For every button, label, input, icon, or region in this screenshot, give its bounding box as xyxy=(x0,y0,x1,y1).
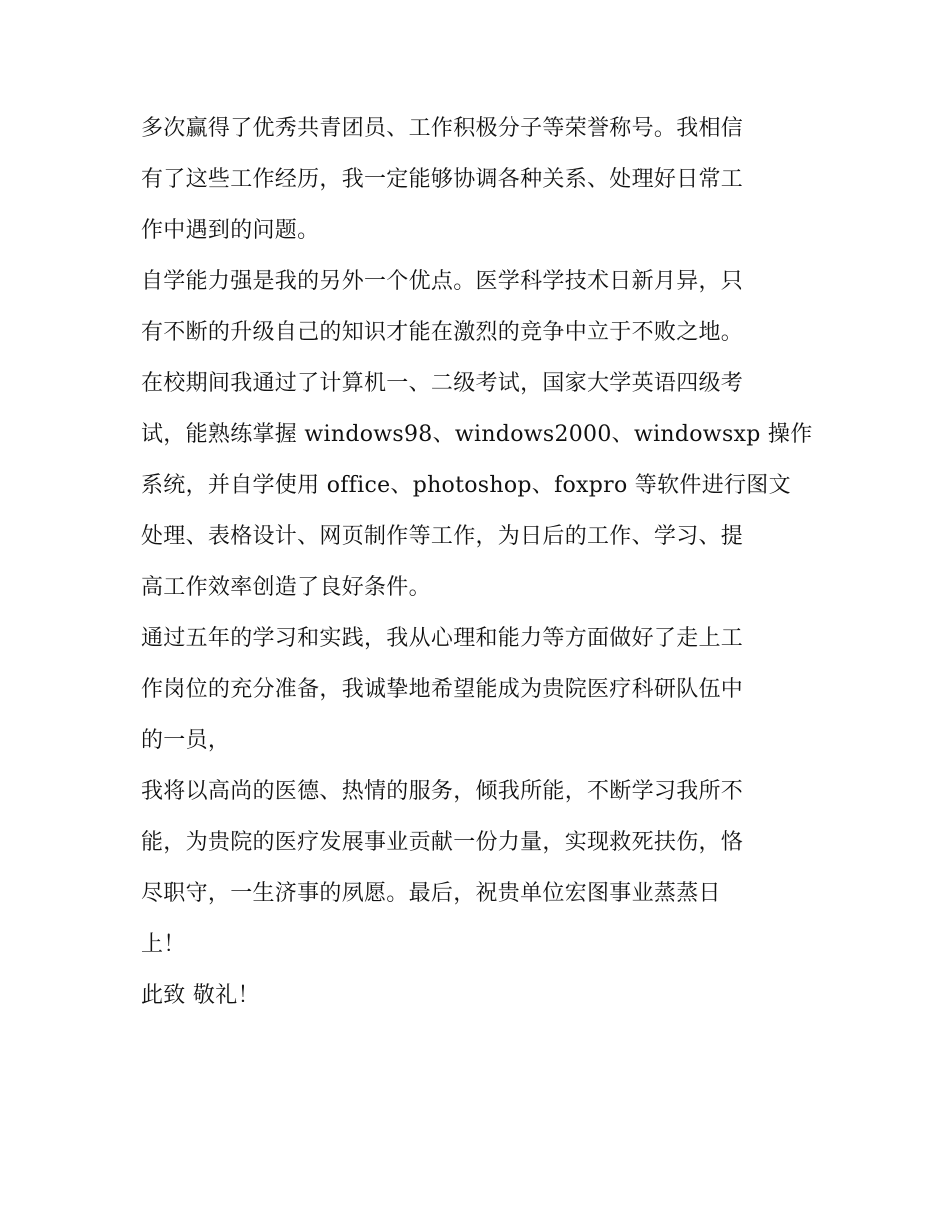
paragraph-commitment xyxy=(141,766,813,970)
text-line: 自学能力强是我的另外一个优点。医学科学技术日新月异，只 xyxy=(141,269,744,294)
text-line: 有了这些工作经历，我一定能够协调各种关系、处理好日常工 xyxy=(141,167,744,192)
text-line: 能，为贵院的医疗发展事业贡献一份力量，实现救死扶伤，恪 xyxy=(141,830,744,855)
letter-body xyxy=(141,103,813,1021)
text-line: 通过五年的学习和实践，我从心理和能力等方面做好了走上工 xyxy=(141,626,744,651)
paragraph-closing xyxy=(141,970,813,1021)
text-line: 作岗位的充分准备，我诚挚地希望能成为贵院医疗科研队伍中 xyxy=(141,677,744,702)
text-line: 在校期间我通过了计算机一、二级考试，国家大学英语四级考 xyxy=(141,371,744,396)
text-line: 上！ xyxy=(141,932,186,957)
text-line: 尽职守，一生济事的夙愿。最后，祝贵单位宏图事业蒸蒸日 xyxy=(141,881,721,906)
text-line: 我将以高尚的医德、热情的服务，倾我所能，不断学习我所不 xyxy=(141,779,744,804)
paragraph-preparation xyxy=(141,613,813,766)
paragraph-self-learning xyxy=(141,256,813,613)
text-line: 系统，并自学使用 office、photoshop、foxpro 等软件进行图文 xyxy=(141,473,791,498)
text-line: 作中遇到的问题。 xyxy=(141,218,320,243)
closing-salutation: 此致 敬礼！ xyxy=(141,983,260,1008)
text-line: 多次赢得了优秀共青团员、工作积极分子等荣誉称号。我相信 xyxy=(141,116,744,141)
text-line: 处理、表格设计、网页制作等工作，为日后的工作、学习、提 xyxy=(141,524,744,549)
text-line: 高工作效率创造了良好条件。 xyxy=(141,575,431,600)
paragraph-work-experience xyxy=(141,103,813,256)
text-line: 的一员， xyxy=(141,728,231,753)
text-line: 有不断的升级自己的知识才能在激烈的竞争中立于不败之地。 xyxy=(141,320,744,345)
text-line: 试，能熟练掌握 windows98、windows2000、windowsxp 操作 xyxy=(141,422,813,447)
